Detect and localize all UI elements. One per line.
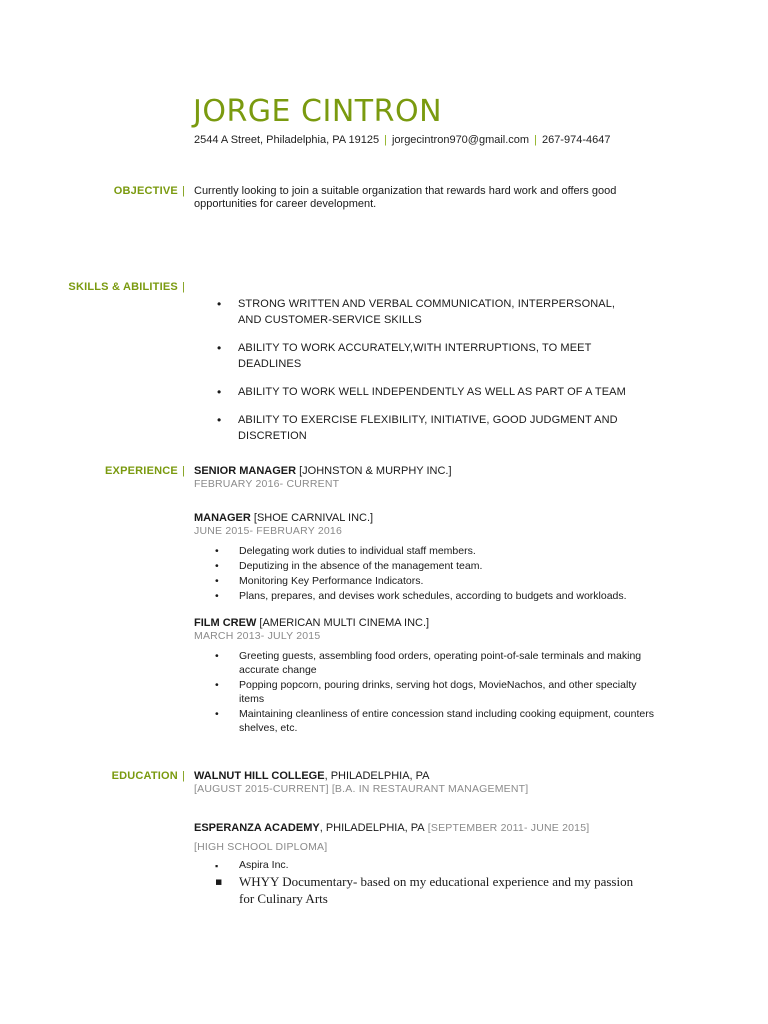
- duty-item: • Maintaining cleanliness of entire concession stand including cooking equipment, counters shelves, etc.: [215, 707, 654, 735]
- school-details: [HIGH SCHOOL DIPLOMA]: [194, 841, 328, 853]
- job-dates: FEBRUARY 2016- CURRENT: [194, 478, 340, 490]
- education-label-text: EDUCATION: [111, 770, 178, 782]
- education-walnut-hill: [194, 770, 674, 796]
- section-divider: |: [181, 185, 185, 197]
- skill-item: • ABILITY TO WORK WELL INDEPENDENTLY AS WELL AS PART OF A TEAM: [217, 384, 637, 400]
- school-items-small: [194, 858, 674, 872]
- objective-label-text: OBJECTIVE: [113, 185, 178, 197]
- education-label: [112, 770, 185, 782]
- contact-separator: |: [534, 134, 537, 146]
- job-heading: [194, 465, 664, 478]
- job-senior-manager: [194, 465, 664, 491]
- job-film-crew: [194, 617, 654, 736]
- job-manager: [194, 512, 674, 604]
- duty-item: • Deputizing in the absence of the management team.: [215, 559, 674, 573]
- skills-label-text: SKILLS & ABILITIES: [68, 281, 178, 293]
- job-duties: [194, 544, 674, 603]
- school-heading: [194, 822, 674, 835]
- skill-item: • ABILITY TO EXERCISE FLEXIBILITY, INITIATIVE, GOOD JUDGMENT AND DISCRETION: [217, 412, 637, 444]
- duty-item: • Greeting guests, assembling food orders, operating point-of-sale terminals and making accurate change: [215, 649, 654, 677]
- job-heading: [194, 617, 654, 630]
- school-item: ▪ Aspira Inc.: [215, 858, 674, 872]
- school-heading: [194, 770, 674, 783]
- job-dates: JUNE 2015- FEBRUARY 2016: [194, 525, 342, 537]
- duty-item: • Popping popcorn, pouring drinks, serving hot dogs, MovieNachos, and other specialty items: [215, 678, 654, 706]
- duty-item: • Delegating work duties to individual staff members.: [215, 544, 674, 558]
- school-item: ▪ WHYY Documentary- based on my educational experience and my passion for Culinary Arts: [215, 873, 634, 907]
- email: jorgecintron970@gmail.com: [391, 134, 530, 146]
- skills-label: [68, 281, 185, 293]
- school-location: , PHILADELPHIA, PA: [319, 822, 425, 834]
- objective-label: [114, 185, 185, 197]
- school-items-large: [194, 873, 634, 907]
- job-company: [SHOE CARNIVAL INC.]: [250, 512, 374, 524]
- skill-item: • STRONG WRITTEN AND VERBAL COMMUNICATION, INTERPERSONAL, AND CUSTOMER-SERVICE SKILLS: [217, 296, 637, 328]
- section-divider: |: [181, 465, 185, 477]
- school-location: , PHILADELPHIA, PA: [324, 770, 430, 782]
- section-divider: |: [181, 281, 185, 293]
- experience-label-text: EXPERIENCE: [105, 465, 178, 477]
- address: 2544 A Street, Philadelphia, PA 19125: [194, 134, 380, 146]
- job-dates: MARCH 2013- JULY 2015: [194, 630, 321, 642]
- duty-item: • Monitoring Key Performance Indicators.: [215, 574, 674, 588]
- school-name: WALNUT HILL COLLEGE: [194, 770, 325, 782]
- school-details: [AUGUST 2015-CURRENT] [B.A. IN RESTAURANT MANAGEMENT]: [194, 783, 529, 795]
- job-title: MANAGER: [194, 512, 251, 524]
- objective-text: Currently looking to join a suitable organization that rewards hard work and offers good opportunities for career development.: [194, 185, 617, 210]
- school-name: ESPERANZA ACADEMY: [194, 822, 320, 834]
- experience-label: [105, 465, 185, 477]
- education-esperanza: [194, 822, 674, 907]
- job-title: FILM CREW: [194, 617, 257, 629]
- job-company: [JOHNSTON & MURPHY INC.]: [296, 465, 452, 477]
- job-heading: [194, 512, 674, 525]
- section-divider: |: [181, 770, 185, 782]
- skills-list: [217, 296, 637, 456]
- contact-line: [194, 134, 610, 146]
- contact-separator: |: [384, 134, 387, 146]
- job-title: SENIOR MANAGER: [194, 465, 297, 477]
- job-company: [AMERICAN MULTI CINEMA INC.]: [256, 617, 430, 629]
- job-duties: [194, 649, 654, 735]
- duty-item: • Plans, prepares, and devises work schedules, according to budgets and workloads.: [215, 589, 674, 603]
- school-dates: [SEPTEMBER 2011- JUNE 2015]: [424, 822, 590, 834]
- skill-item: • ABILITY TO WORK ACCURATELY,WITH INTERRUPTIONS, TO MEET DEADLINES: [217, 340, 637, 372]
- phone: 267-974-4647: [541, 134, 611, 146]
- candidate-name: JORGE CINTRON: [193, 94, 443, 129]
